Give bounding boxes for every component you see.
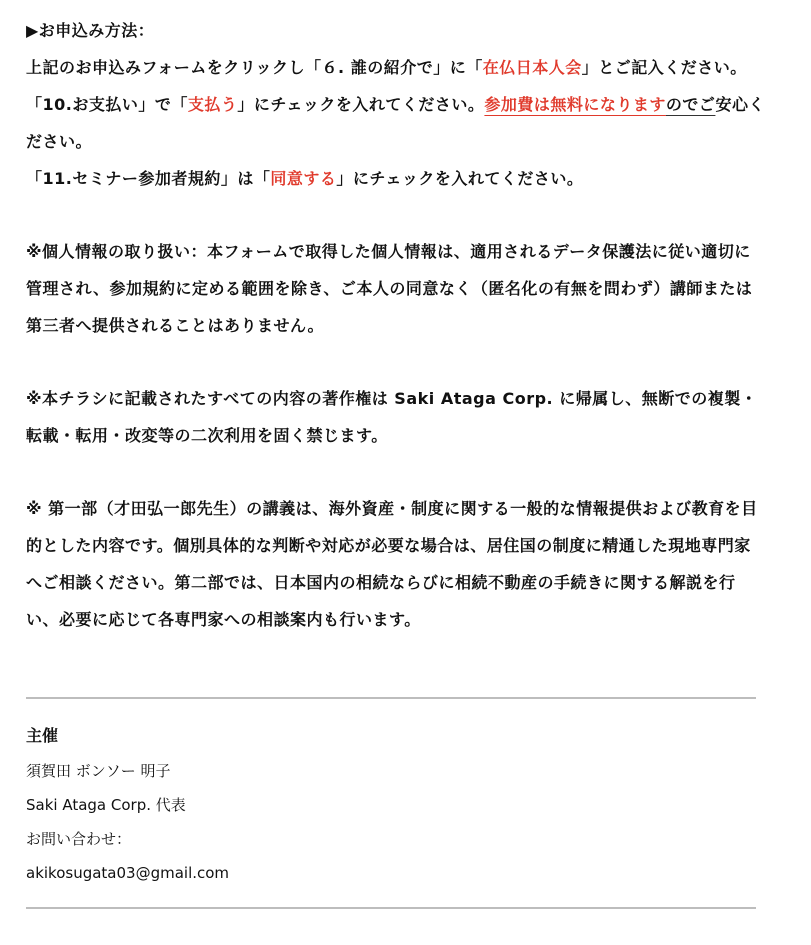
free-fee-notice: 参加費は無料になります (484, 95, 666, 114)
organizer-name: 須賀田 ボンソー 明子 (26, 762, 171, 780)
apply-heading: ▶お申込み方法： (26, 21, 155, 40)
reassurance-underlined: のでご (665, 95, 716, 114)
apply-step-payment (26, 86, 766, 160)
contact-email[interactable]: akikosugata03@gmail.com (26, 864, 230, 882)
apply-step-terms-text: 「11.セミナー参加者規約」は「 (26, 169, 271, 188)
apply-step-payment-mid: 」にチェックを入れてください。 (237, 95, 485, 114)
organizer-title: Saki Ataga Corp. 代表 (26, 796, 186, 814)
referral-value: 在仏日本人会 (482, 58, 582, 77)
apply-step-terms-end: 」にチェックを入れてください。 (336, 169, 584, 188)
bottom-divider (26, 907, 756, 909)
application-instructions (26, 12, 766, 638)
reassurance-text: 安心ください。 (26, 95, 765, 151)
apply-step-referral (26, 49, 766, 86)
apply-step-referral-end: 」とご記入ください。 (581, 58, 747, 77)
apply-step-terms (26, 160, 766, 197)
top-divider (26, 697, 756, 699)
apply-step-payment-text: 「10.お支払い」で「 (26, 95, 188, 114)
payment-value: 支払う (187, 95, 238, 114)
apply-step-referral-text: 上記のお申込みフォームをクリックし「６. 誰の紹介で」に「 (26, 58, 483, 77)
contact-label: お問い合わせ： (26, 830, 132, 848)
organizer-section (26, 722, 756, 893)
copyright-note: ※本チラシに記載されたすべての内容の著作権は Saki Ataga Corp. に帰属し、無断での複製・転載・転用・改変等の二次利用を固く禁じます。 (26, 389, 758, 445)
organizer-heading: 主催 (26, 726, 59, 745)
lecture-disclaimer: ※ 第一部（才田弘一郎先生）の講義は、海外資産・制度に関する一般的な情報提供および教育を目的とした内容です。個別具体的な判断や対応が必要な場合は、居住国の制度に精通した現地専門家へご相談ください。第二部では、日本国内の相続ならびに相続不動産の手続きに関する解説を行い、必要に応じて各専門家への相談案内も行います。 (26, 499, 758, 629)
terms-value: 同意する (270, 169, 337, 188)
privacy-note: ※個人情報の取り扱い：本フォームで取得した個人情報は、適用されるデータ保護法に従い適切に管理され、参加規約に定める範囲を除き、ご本人の同意なく（匿名化の有無を問わず）講師または第三者へ提供されることはありません。 (26, 242, 753, 335)
